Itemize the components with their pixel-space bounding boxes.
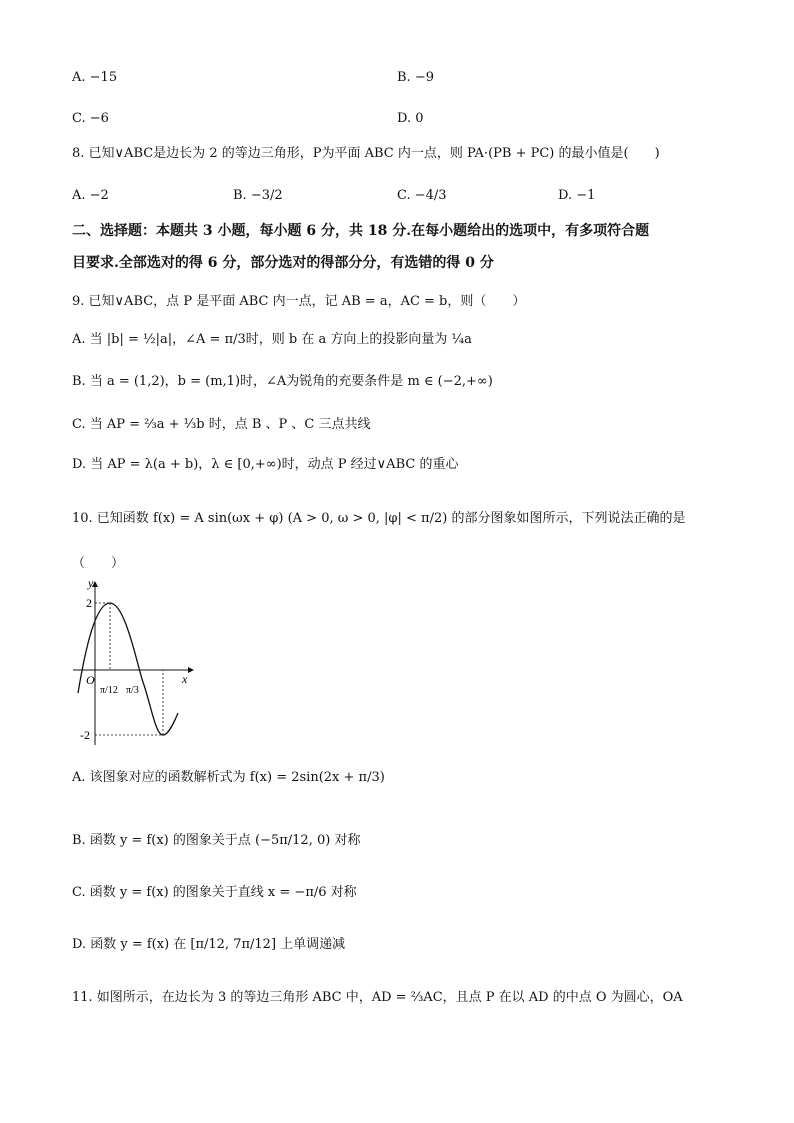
origin-label: O: [86, 673, 95, 687]
q10-stem: 10. 已知函数 f(x) = A sin(ωx + φ) (A > 0, ω > 0, |φ| < π/2) 的部分图象如图所示，下列说法正确的是: [72, 511, 686, 526]
x-axis-arrow: [188, 667, 194, 673]
q7-option-a: A. −15: [72, 70, 118, 85]
q10-option-b: B. 函数 y = f(x) 的图象关于点 (−5π/12, 0) 对称: [72, 833, 361, 848]
x-axis-label: x: [182, 672, 188, 686]
q10-option-d: D. 函数 y = f(x) 在 [π/12, 7π/12] 上单调递减: [72, 937, 346, 952]
section-heading-line1: 二、选择题：本题共 3 小题，每小题 6 分，共 18 分.在每小题给出的选项中，有多项符合题: [72, 223, 650, 239]
q9-option-c: C. 当 AP = ⅔a + ⅓b 时，点 B 、P 、C 三点共线: [72, 417, 371, 432]
sine-curve: [78, 603, 178, 735]
q8-option-c: C. −4/3: [397, 188, 447, 203]
q9-stem: 9. 已知∨ABC，点 P 是平面 ABC 内一点，记 AB = a，AC = b，则（ ）: [72, 294, 526, 309]
q9-option-a: A. 当 |b| = ½|a|，∠A = π/3时，则 b 在 a 方向上的投影向量为 ¼a: [72, 332, 472, 347]
x-tick-pi-3: π/3: [126, 685, 139, 696]
section-heading-line2: 目要求.全部选对的得 6 分，部分选对的得部分分，有选错的得 0 分: [72, 255, 494, 271]
y-axis-label: y: [88, 576, 94, 590]
q8-option-d: D. −1: [558, 188, 596, 203]
q7-option-b: B. −9: [397, 70, 434, 85]
x-tick-pi-12: π/12: [100, 685, 118, 696]
q8-stem: 8. 已知∨ABC是边长为 2 的等边三角形，P为平面 ABC 内一点，则 PA·(PB + PC) 的最小值是( ): [72, 146, 660, 161]
y-max-label: 2: [86, 596, 92, 610]
q7-option-d: D. 0: [397, 111, 424, 126]
q10-paren: （ ）: [72, 556, 125, 571]
q10-option-c: C. 函数 y = f(x) 的图象关于直线 x = −π/6 对称: [72, 885, 357, 900]
q9-option-d: D. 当 AP = λ(a + b)，λ ∈ [0,+∞)时，动点 P 经过∨ABC 的重心: [72, 457, 459, 472]
q10-option-a: A. 该图象对应的函数解析式为 f(x) = 2sin(2x + π/3): [72, 770, 385, 785]
sine-graph: [68, 575, 198, 750]
y-min-label: -2: [80, 728, 90, 742]
q8-option-b: B. −3/2: [233, 188, 283, 203]
q11-stem: 11. 如图所示，在边长为 3 的等边三角形 ABC 中，AD = ⅔AC，且点 P 在以 AD 的中点 O 为圆心，OA: [72, 990, 683, 1005]
q7-option-c: C. −6: [72, 111, 109, 126]
q8-option-a: A. −2: [72, 188, 109, 203]
q9-option-b: B. 当 a = (1,2)，b = (m,1)时，∠A为锐角的充要条件是 m ∈ (−2,+∞): [72, 374, 493, 389]
